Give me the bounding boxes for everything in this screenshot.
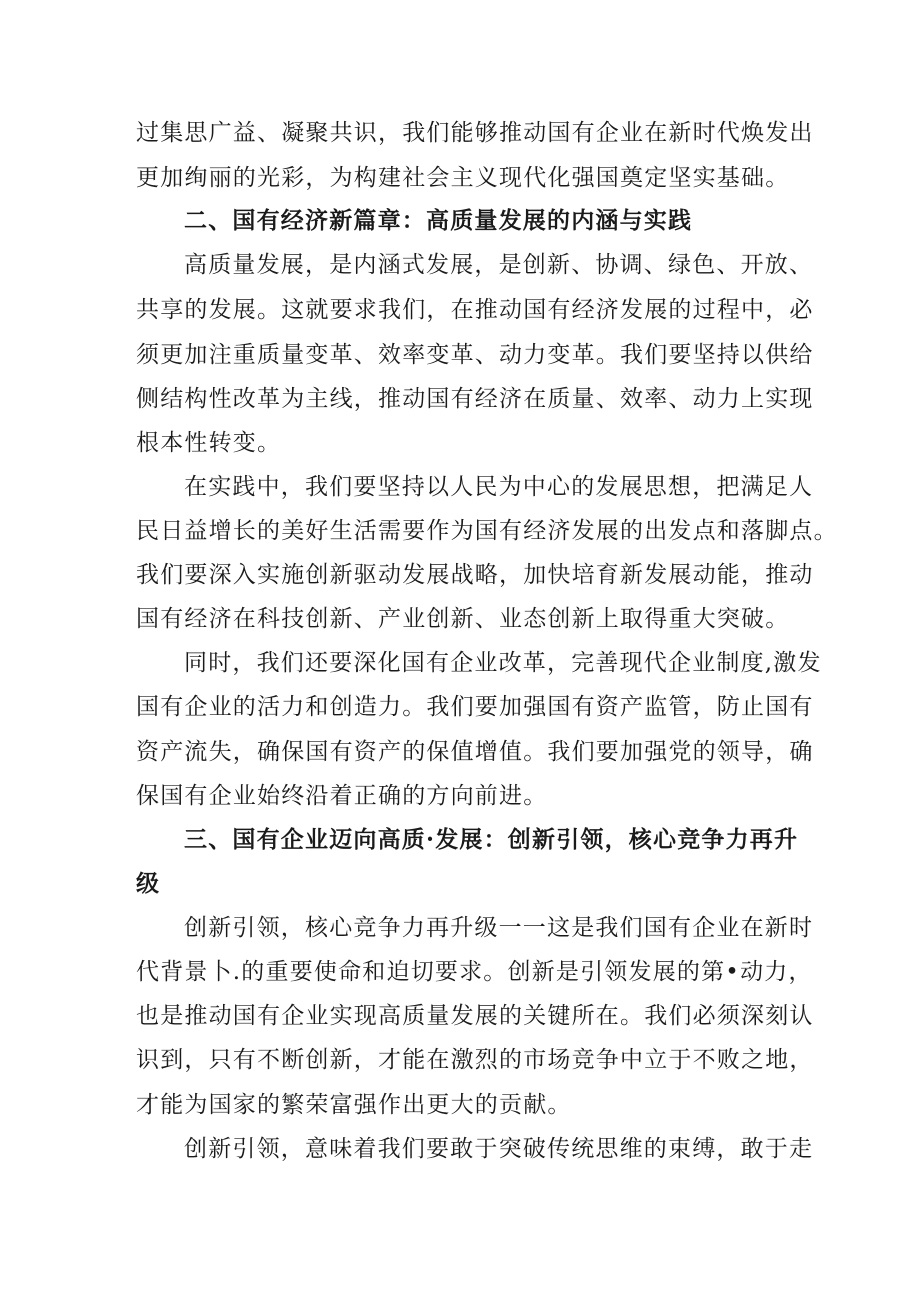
section-heading: 三、国有企业迈向高质·发展：创新引领，核心竞争力再升: [184, 826, 799, 853]
body-text-line: 识到，只有不断创新，才能在激烈的市场竞争中立于不败之地，: [136, 1047, 814, 1073]
body-text-line: 民日益增长的美好生活需要作为国有经济发展的出发点和落脚点。: [136, 518, 838, 544]
body-text-line: 保国有企业始终沿着正确的方向前进。: [136, 783, 548, 809]
section-heading: 二、国有经济新篇章：高质量发展的内涵与实践: [184, 207, 693, 234]
body-text-line: 同时，我们还要深化国有企业改革，完善现代企业制度,激发: [184, 650, 822, 676]
body-text-line: 国有企业的活力和创造力。我们要加强国有资产监管，防止国有: [136, 694, 814, 720]
body-text-line: 代背景卜.的重要使命和迫切要求。创新是引领发展的第•动力，: [136, 959, 813, 985]
body-text-line: 更加绚丽的光彩，为构建社会主义现代化强国奠定坚实基础。: [136, 165, 790, 191]
body-text-line: 创新引领，意味着我们要敢于突破传统思维的束缚，敢于走: [184, 1136, 814, 1162]
body-text-line: 须更加注重质量变革、效率变革、动力变革。我们要坚持以供给: [136, 342, 814, 368]
body-text-line: 也是推动国有企业实现高质量发展的关键所在。我们必须深刻认: [136, 1003, 814, 1029]
section-heading-continuation: 级: [136, 870, 161, 897]
body-text-line: 侧结构性改革为主线，推动国有经济在质量、效率、动力上实现: [136, 386, 814, 412]
body-text-line: 资产流失，确保国有资产的保值增值。我们要加强党的领导，确: [136, 739, 814, 765]
body-text-line: 创新引领，核心竞争力再升级一一这是我们国有企业在新时: [184, 915, 814, 941]
body-text-line: 我们要深入实施创新驱动发展战略，加快培育新发展动能，推动: [136, 562, 814, 588]
body-text-line: 在实践中，我们要坚持以人民为中心的发展思想，把满足人: [184, 474, 814, 500]
body-text-line: 国有经济在科技创新、产业创新、业态创新上取得重大突破。: [136, 606, 790, 632]
body-text-line: 才能为国家的繁荣富强作出更大的贡献。: [136, 1092, 572, 1118]
body-text-line: 共享的发展。这就要求我们，在推动国有经济发展的过程中，必: [136, 297, 814, 323]
body-text-line: 过集思广益、凝聚共识，我们能够推动国有企业在新时代焕发出: [136, 120, 814, 146]
body-text-line: 根本性转变。: [136, 430, 282, 456]
body-text-line: 高质量发展，是内涵式发展，是创新、协调、绿色、开放、: [184, 252, 814, 278]
